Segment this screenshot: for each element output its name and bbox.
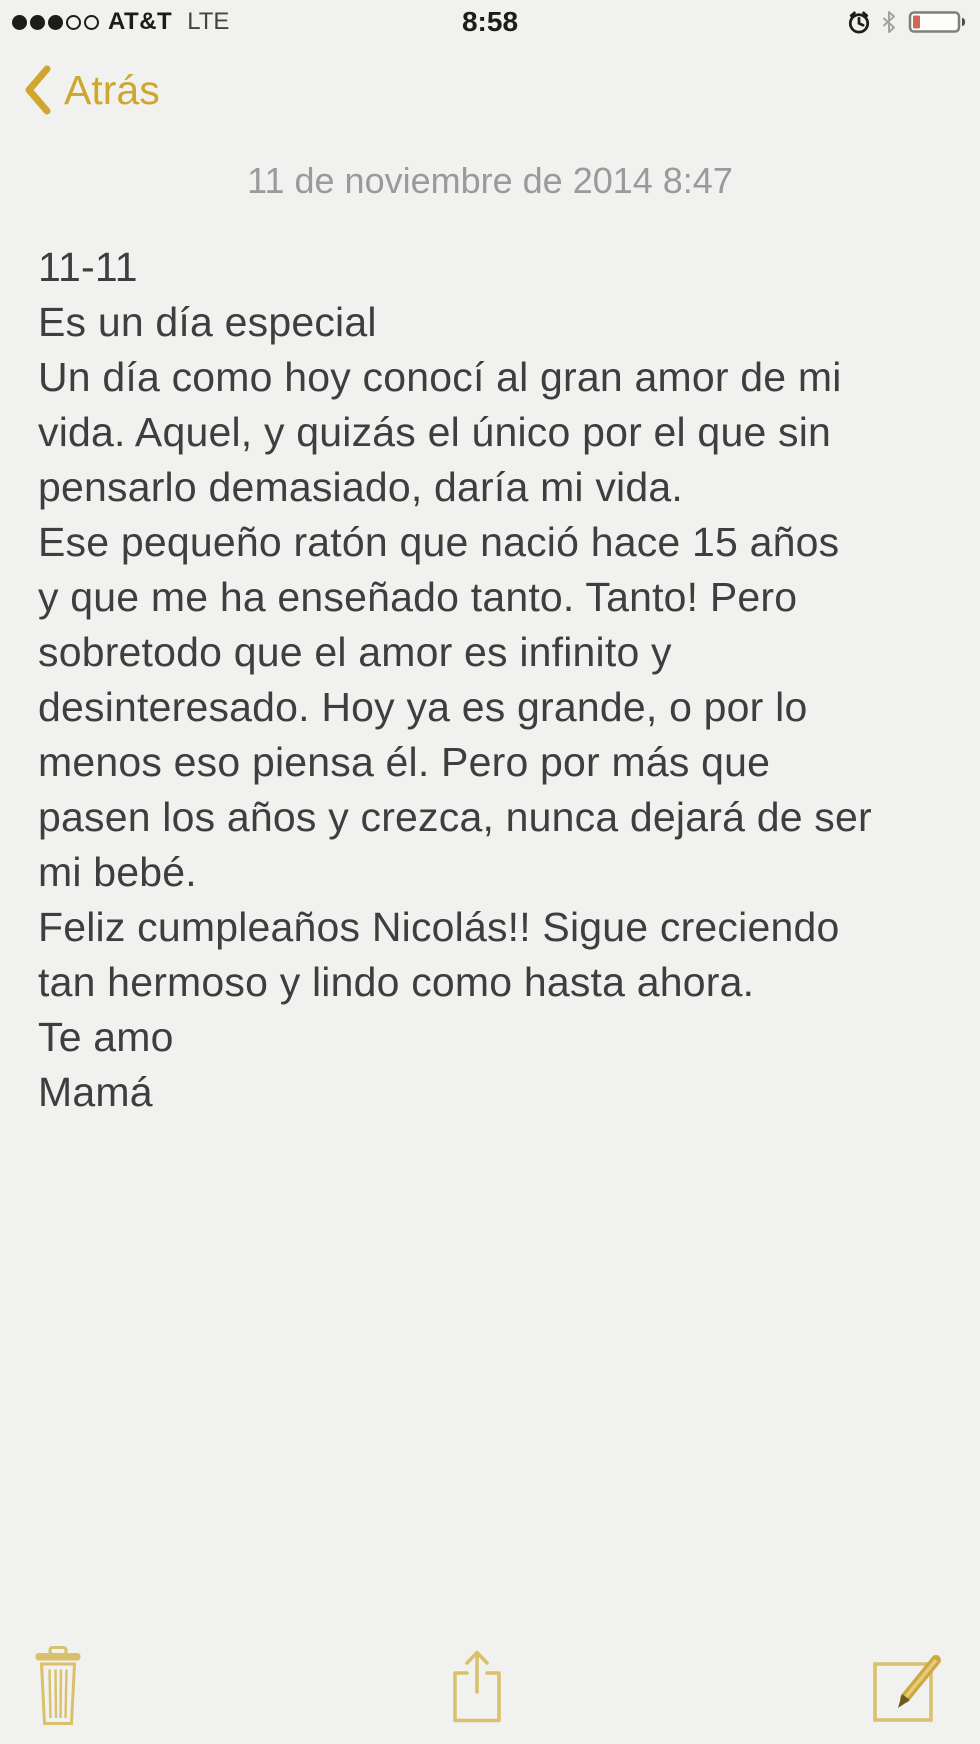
note-line: vida. Aquel, y quizás el único por el que sin [38,409,832,455]
compose-icon [872,1648,948,1724]
note-line: pensarlo demasiado, daría mi vida. [38,464,683,510]
share-icon [446,1648,508,1724]
note-line: Mamá [38,1069,153,1115]
note-line: pasen los años y crezca, nunca dejará de ser [38,794,872,840]
note-line: Te amo [38,1014,174,1060]
note-line: Ese pequeño ratón que nació hace 15 años [38,519,840,565]
status-bar-left [12,8,229,36]
note-line: Es un día especial [38,299,377,345]
back-button-label: Atrás [64,66,160,113]
signal-dot-empty [84,15,99,30]
note-line: tan hermoso y lindo como hasta ahora. [38,959,755,1005]
battery-icon [908,10,968,34]
bottom-toolbar [0,1634,980,1738]
note-line: Feliz cumpleaños Nicolás!! Sigue creciendo [38,904,840,950]
trash-icon [34,1645,82,1727]
battery-low-fill [913,16,920,29]
carrier-label: AT&T [108,8,173,35]
status-bar-right [848,10,968,35]
status-bar [0,0,980,44]
note-body[interactable] [38,240,964,1120]
note-line: Un día como hoy conocí al gran amor de mi [38,354,842,400]
network-type-label: LTE [187,8,230,35]
note-timestamp: 11 de noviembre de 2014 8:47 [247,160,733,201]
signal-dot-filled [48,15,63,30]
note-line: menos eso piensa él. Pero por más que [38,739,771,785]
share-button[interactable] [446,1648,508,1724]
note-line: 11-11 [38,244,138,290]
note-line: sobretodo que el amor es infinito y [38,629,672,675]
signal-dot-empty [66,15,81,30]
back-button[interactable] [22,64,160,116]
signal-dot-filled [12,15,27,30]
compose-button[interactable] [872,1648,948,1724]
delete-note-button[interactable] [34,1645,82,1727]
back-chevron-icon [22,64,52,116]
signal-dot-filled [30,15,45,30]
bluetooth-icon [882,11,896,33]
status-bar-clock: 8:58 [461,6,519,37]
signal-strength-icon [12,15,99,30]
note-line: desinteresado. Hoy ya es grande, o por lo [38,684,808,730]
alarm-icon [848,10,870,35]
note-line: mi bebé. [38,849,197,895]
note-line: y que me ha enseñado tanto. Tanto! Pero [38,574,798,620]
